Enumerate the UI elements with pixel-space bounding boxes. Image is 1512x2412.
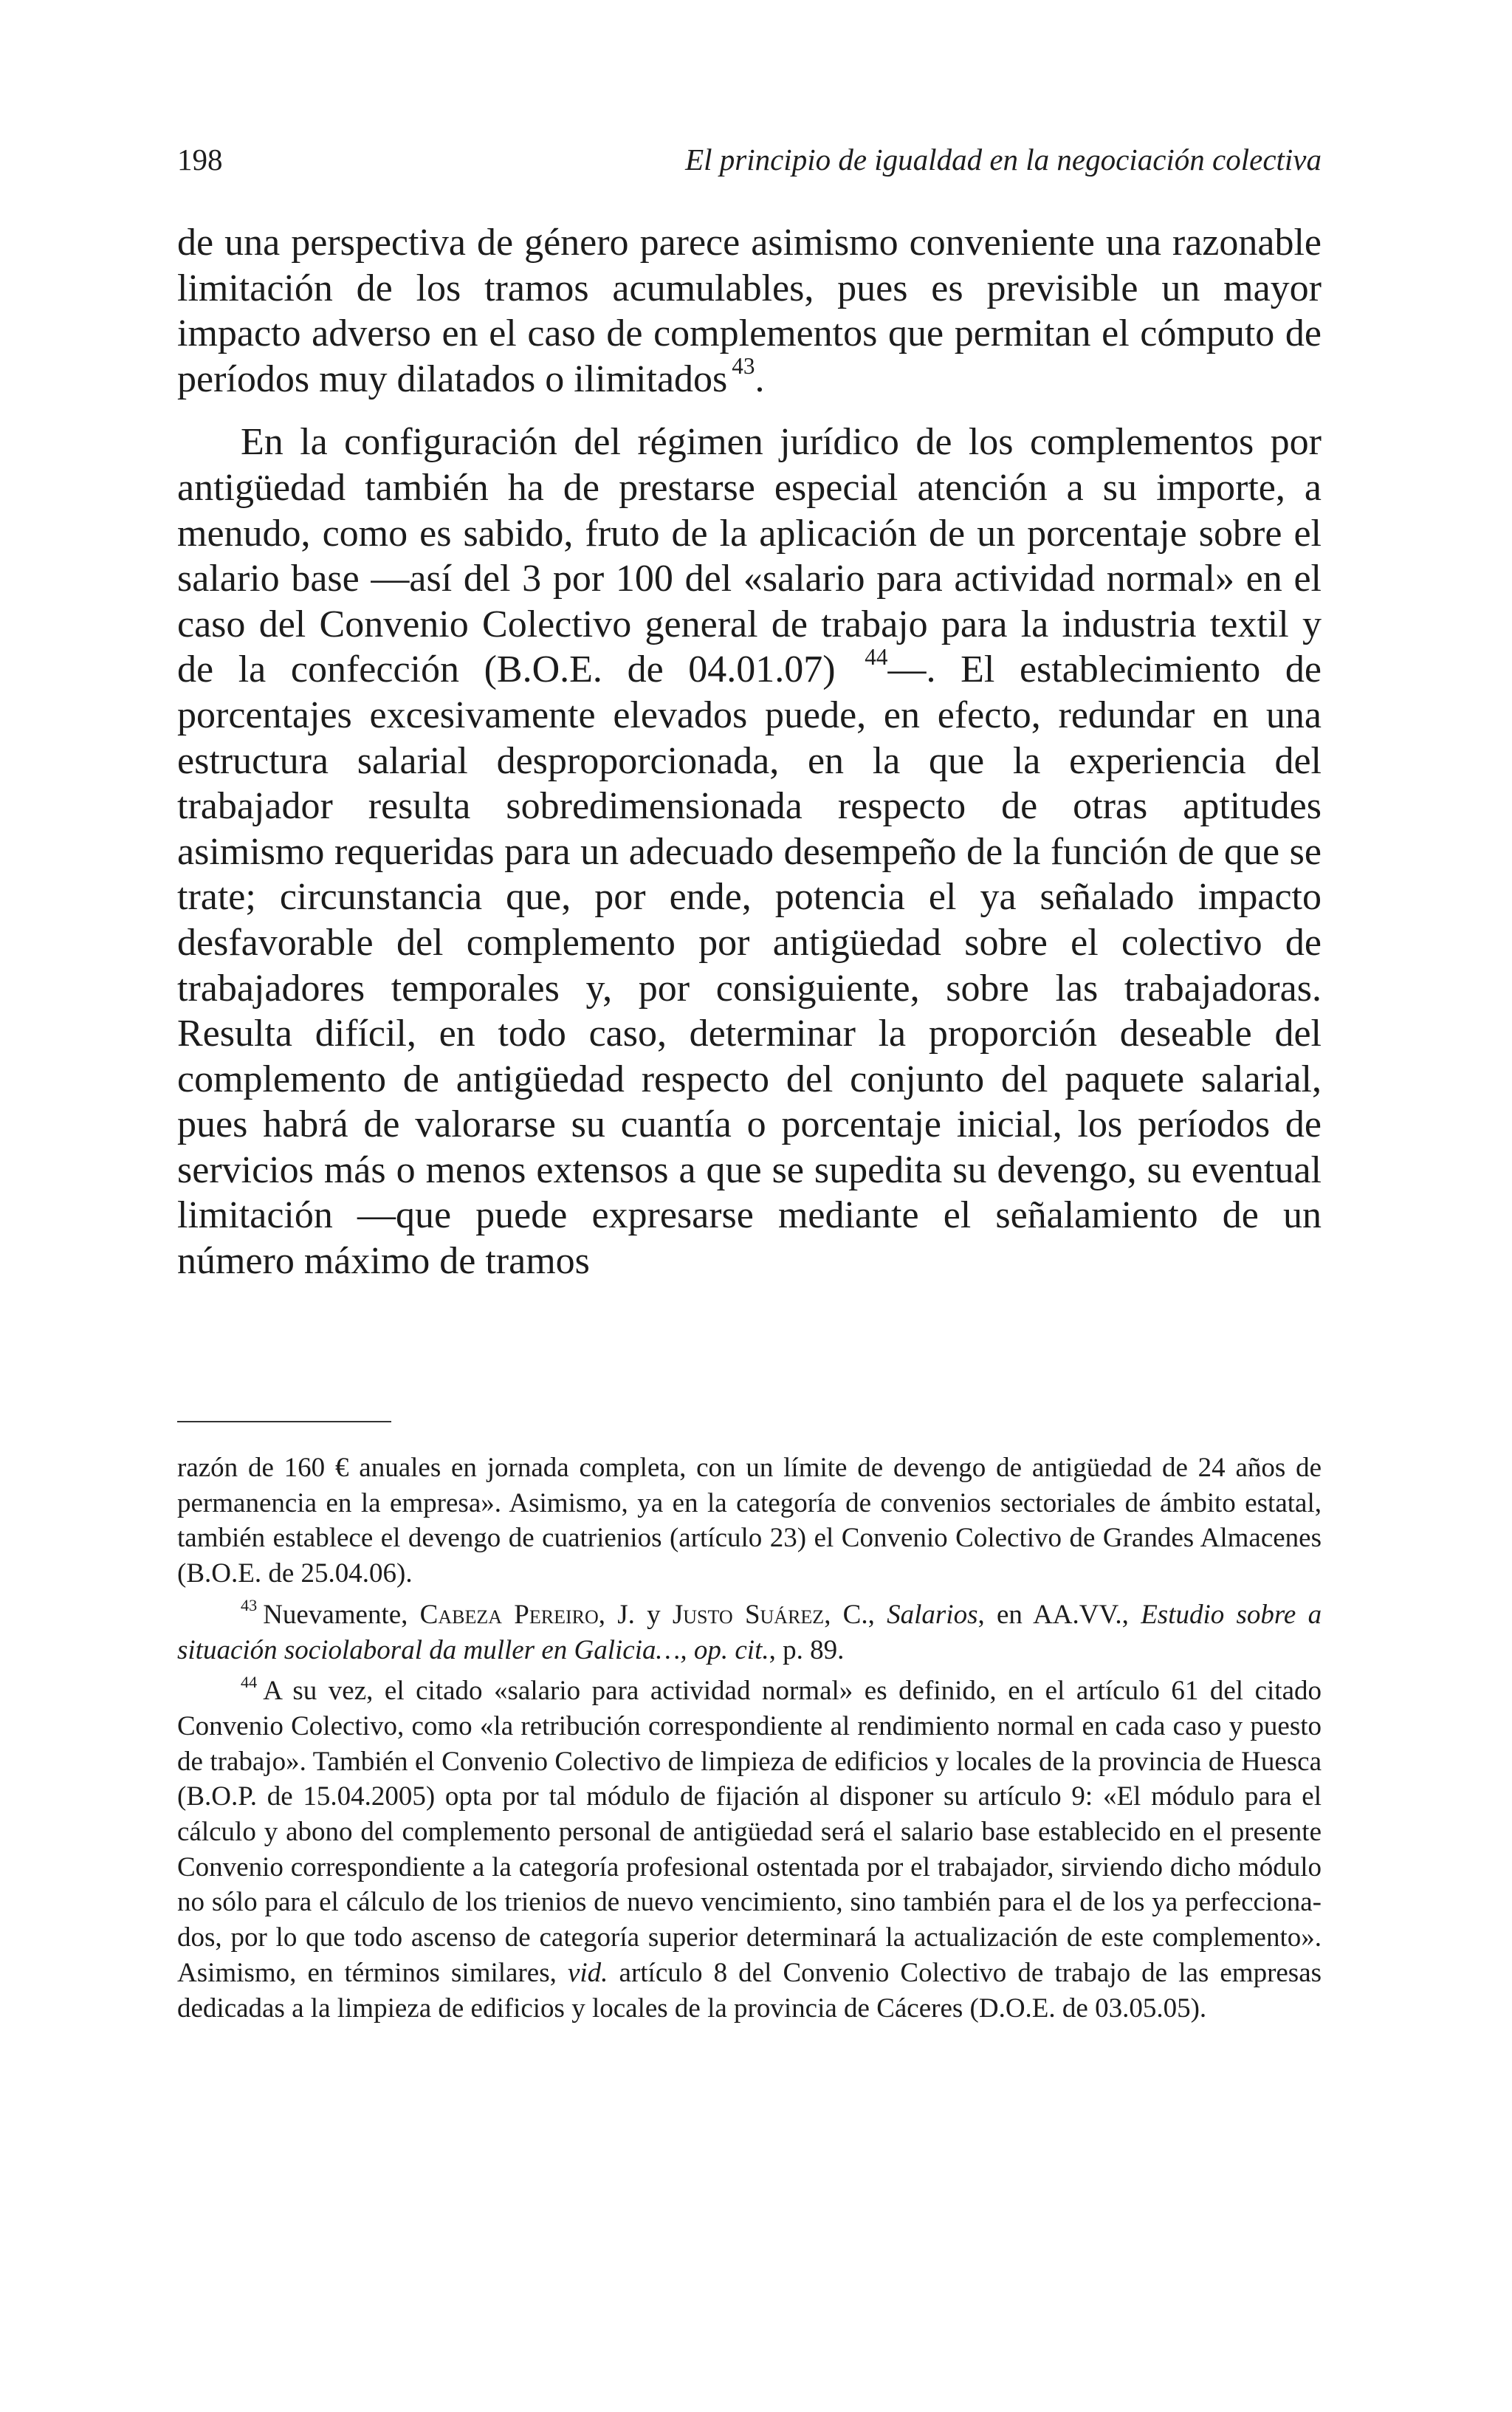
paragraph-text: —. El establecimiento de porcentajes excesivamente elevados puede, en efecto, redundar en una estructura salarial desproporcionada, en la que la experiencia del trabajador resulta sobredimensionada respecto de otras aptitudes asimismo requeridas para un adecuado desempeño de la función de que se trate; circunstancia que, por ende, potencia el ya señalado impacto desfavorable del complemento por antigüedad sobre el colectivo de trabajadores temporales y, por consiguiente, sobre las trabajadoras. Resulta difícil, en todo caso, determinar la proporción deseable del complemento de antigüedad respecto del conjunto del paquete salarial, pues habrá de valorarse su cuantía o porcentaje inicial, los períodos de servicios más o menos extensos a que se supedita su devengo, su eventual limitación —que puede expresarse mediante el señalamiento de un número máximo de tramos [177, 648, 1322, 1283]
author-surname: Suárez [744, 1599, 825, 1630]
running-title: El principio de igualdad en la negociación colectiva [685, 143, 1322, 177]
footnote-text: , C., [824, 1599, 875, 1630]
footnote-text: artículo 8 del Convenio Colectivo de trabajo de las empresas dedicadas a la limpieza de edificios y locales de la provincia de Cáceres (D.O.E. de 03.05.05). [177, 1957, 1322, 2024]
work-title: Estudio sobre a situación sociolaboral da muller en Galicia…, op. cit. [177, 1599, 1322, 1665]
author-surname: Cabeza [419, 1599, 503, 1630]
citation-abbreviation: vid. [567, 1957, 608, 1988]
footnote-separator [177, 1421, 391, 1422]
work-title: Salarios [887, 1599, 978, 1630]
footnote-ref-43[interactable]: 43 [732, 353, 755, 380]
paragraph-continued [177, 220, 1322, 402]
footnote-continued: razón de 160 € anuales en jornada completa, con un límite de devengo de antigüedad de 24 años de permanencia en la empresa». Asimismo, ya en la categoría de convenios sectoriales de ámbito estatal, también establece el devengo de cuatrienios (artículo 23) el Convenio Colectivo de Grandes Almacenes (B.O.E. de 25.04.06). [177, 1453, 1322, 1589]
author-surname: Justo [672, 1599, 733, 1630]
footnote-ref-44[interactable]: 44 [865, 643, 888, 670]
footnote-43 [177, 1597, 1322, 1668]
footnotes [177, 1450, 1322, 2026]
running-head [177, 137, 1322, 182]
paragraph [177, 419, 1322, 1284]
main-text [177, 220, 1322, 1284]
page-number: 198 [177, 143, 223, 177]
paragraph-text: . [755, 357, 765, 400]
footnote-number: 43 [241, 1596, 258, 1615]
paragraph-text: de una perspectiva de género parece asimismo conveniente una razonable limitación de los tramos acumulables, pues es previsible un mayor impacto adverso en el caso de complementos que permitan el cómputo de períodos muy dilatados o ilimitados [177, 222, 1322, 400]
book-page [177, 0, 1322, 2412]
paragraph-text: En la configuración del régimen jurídico de los complementos por antigüedad también ha de prestarse especial atención a su importe, a menudo, como es sabido, fruto de la aplicación de un porcentaje sobre el salario base —así del 3 por 100 del «salario para actividad normal» en el caso del Convenio Colectivo general de trabajo para la industria textil y de la confección (B.O.E. de 04.01.07) [177, 421, 1322, 691]
footnote-text: , p. 89. [769, 1634, 845, 1665]
footnote-text: , en AA.VV., [977, 1599, 1129, 1630]
author-surname: Pereiro [514, 1599, 599, 1630]
footnote-text: A su vez, el citado «salario para actividad normal» es definido, en el artículo 61 del citado Convenio Colectivo, como «la retribución correspondiente al rendimiento normal en cada caso y puesto de trabajo». También el Convenio Colectivo de limpieza de edificios y locales de la provincia de Huesca (B.O.P. de 15.04.2005) opta por tal módulo de fijación al disponer su artículo 9: «El módulo para el cálculo y abono del complemento personal de antigüedad será el salario base establecido en el presente Convenio correspondiente a la categoría profesional ostentada por el trabajador, sirviendo dicho módulo no sólo para el cálculo de los trienios de nuevo vencimiento, sino también para el de los ya perfeccionados, por lo que todo ascenso de categoría superior determinará la actualización de este complemento». Asimismo, en términos similares, [177, 1676, 1322, 1988]
footnote-text: Nuevamente, [263, 1599, 408, 1630]
footnote-number: 44 [241, 1672, 258, 1691]
footnote-44 [177, 1673, 1322, 2026]
footnote-text: , J. y [598, 1599, 661, 1630]
